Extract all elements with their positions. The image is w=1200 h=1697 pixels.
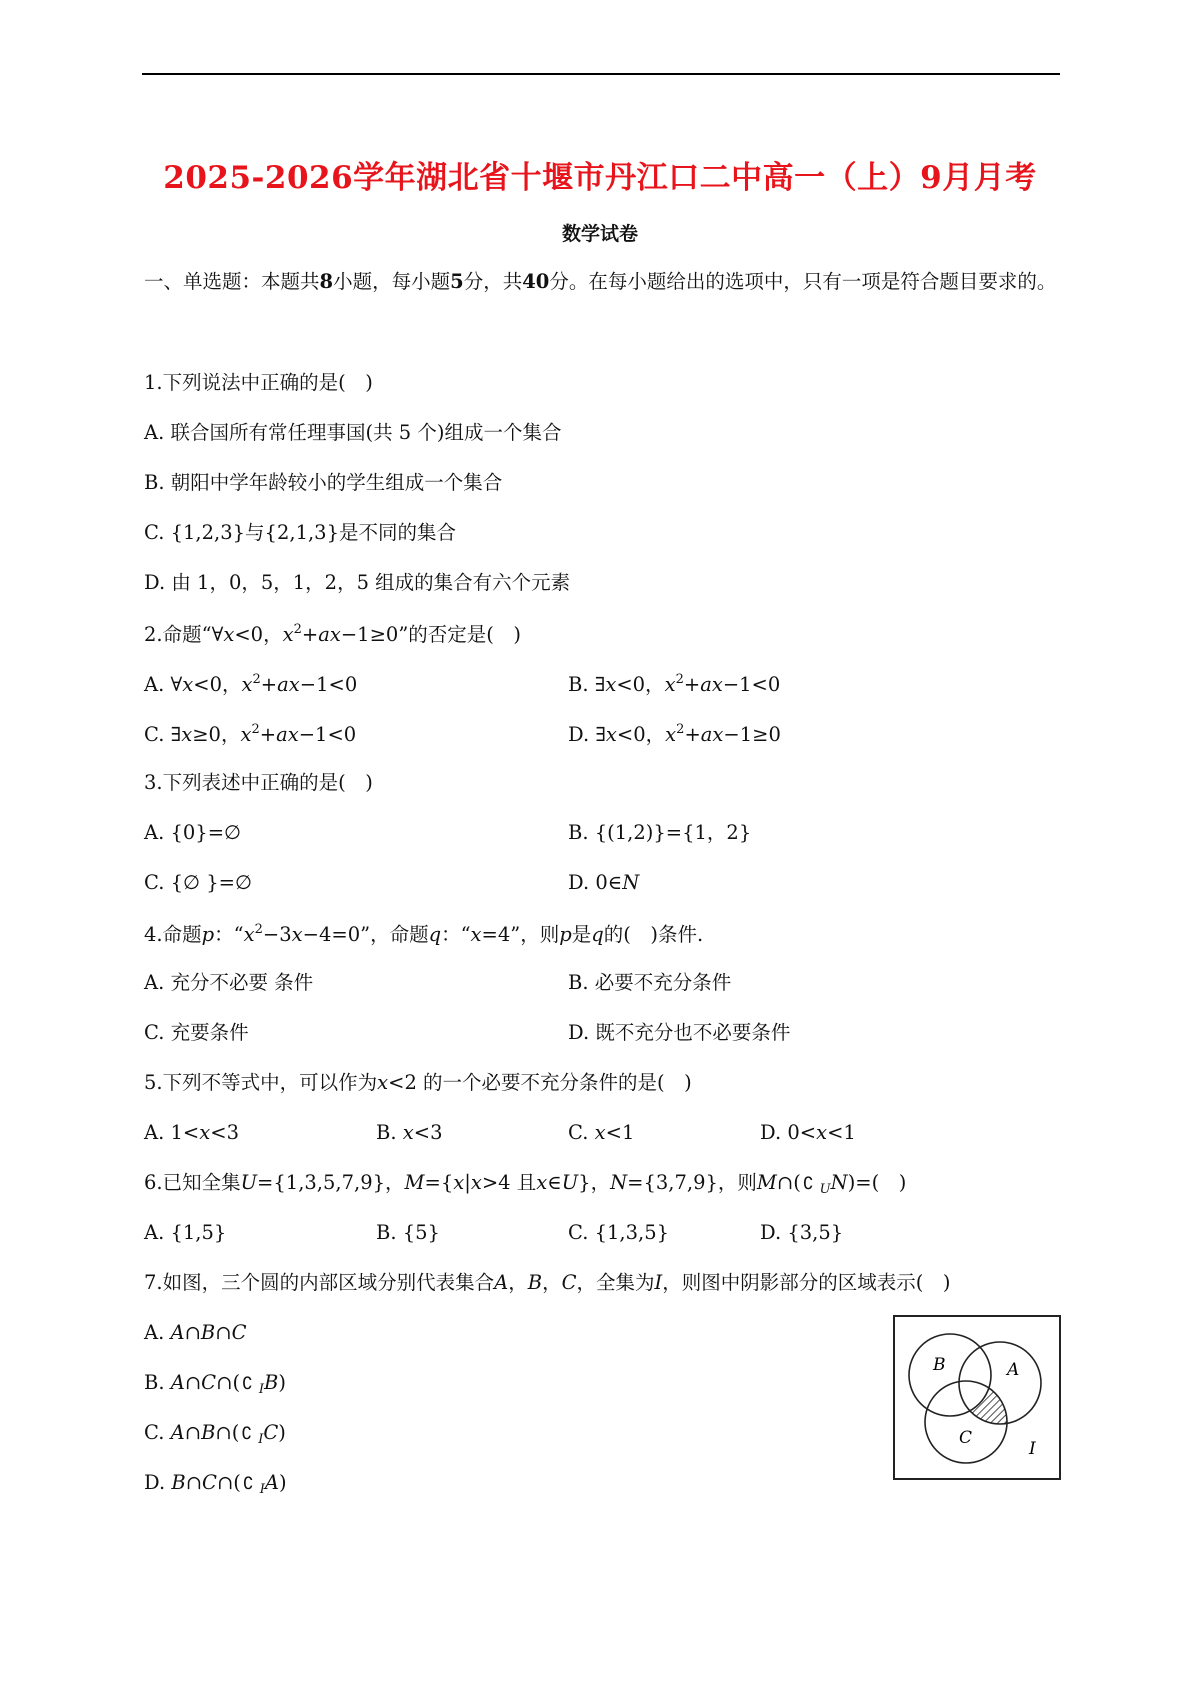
q5-stem: 5.下列不等式中，可以作为x<2 的一个必要不充分条件的是( ) [144, 1071, 692, 1094]
q4-option-a: A. 充分不必要 条件 [144, 971, 314, 994]
q1-option-b: B. 朝阳中学年龄较小的学生组成一个集合 [144, 471, 503, 494]
header-rule [142, 73, 1060, 75]
q1-option-c: C. {1,2,3}与{2,1,3}是不同的集合 [144, 521, 456, 544]
q4-option-d: D. 既不充分也不必要条件 [568, 1021, 791, 1044]
q3-option-a: A. {0}=∅ [144, 821, 242, 844]
q2-option-b: B. ∃x<0，$x^2+ax-1<0$ [568, 672, 781, 696]
q3-option-c: C. {∅ }=∅ [144, 871, 252, 894]
q7-option-c: C. A∩B∩( ∁ $_I$C) [144, 1421, 286, 1447]
q4-option-b: B. 必要不充分条件 [568, 971, 732, 994]
q2-stem: 2.命题“∀x<0，$x^2+ax-1\ge 0$”的否定是( ) [144, 622, 522, 646]
q6-option-c: C. {1,3,5} [568, 1221, 670, 1244]
complement-symbol: ∁ [241, 1424, 253, 1444]
label-B: B [933, 1355, 946, 1375]
complement-symbol: ∁ [242, 1474, 254, 1494]
q5-option-d: D. 0<x<1 [760, 1121, 856, 1144]
section-instructions: 一、单选题：本题共8小题，每小题5分，共40分。在每小题给出的选项中，只有一项是符合题目要求的。 [144, 270, 1057, 293]
circle-B [909, 1334, 991, 1416]
complement-symbol: ∁ [242, 1374, 253, 1394]
q7-stem: 7.如图，三个圆的内部区域分别代表集合A，B，C，全集为I，则图中阴影部分的区域表示( ) [144, 1271, 951, 1294]
exam-subtitle: 数学试卷 [561, 223, 638, 245]
venn-diagram [893, 1315, 1061, 1480]
q2-option-a: A. ∀x<0，$x^2+ax-1<0$ [144, 672, 358, 696]
q7-option-d: D. B∩C∩( ∁ $_I$A) [144, 1471, 287, 1497]
q7-option-b: B. A∩C∩( ∁ $_I$B) [144, 1371, 286, 1397]
q5-option-c: C. x<1 [568, 1121, 635, 1144]
q3-option-b: B. {(1,2)}={1，2} [568, 821, 752, 844]
q3-option-d: D. 0∈N [568, 871, 640, 894]
label-I: I [1029, 1439, 1036, 1459]
q5-option-a: A. 1<x<3 [144, 1121, 239, 1144]
complement-symbol: ∁ [802, 1174, 814, 1194]
q1-option-d: D. 由 1，0，5，1，2，5 组成的集合有六个元素 [144, 571, 571, 594]
q1-stem: 1.下列说法中正确的是( ) [144, 371, 373, 394]
q2-option-c: C. ∃x≥0，$x^2+ax-1<0$ [144, 722, 357, 746]
q2-option-d: D. ∃x<0，$x^2+ax-1\ge 0$ [568, 722, 781, 746]
q7-option-a: A. A∩B∩C [144, 1321, 247, 1344]
q5-option-b: B. x<3 [376, 1121, 443, 1144]
q4-stem: 4.命题p：“$x^2-3x-4=0$”，命题q：“x=4”，则p是q的( )条件. [144, 922, 704, 946]
q3-stem: 3.下列表述中正确的是( ) [144, 771, 373, 794]
exam-title: 2025-2026学年湖北省十堰市丹江口二中高一（上）9月月考 [163, 160, 1037, 196]
q4-option-c: C. 充要条件 [144, 1021, 249, 1044]
label-C: C [959, 1428, 973, 1448]
q6-option-a: A. {1,5} [144, 1221, 227, 1244]
label-A: A [1007, 1360, 1020, 1380]
q6-option-b: B. {5} [376, 1221, 440, 1244]
q6-stem: 6.已知全集U={1,3,5,7,9}，M={x|x>4 且x∈U}，N={3,7,9}，则M∩( ∁ $_U$N)=( ) [144, 1171, 907, 1197]
q6-option-d: D. {3,5} [760, 1221, 844, 1244]
q1-option-a: A. 联合国所有常任理事国(共 5 个)组成一个集合 [144, 421, 562, 444]
